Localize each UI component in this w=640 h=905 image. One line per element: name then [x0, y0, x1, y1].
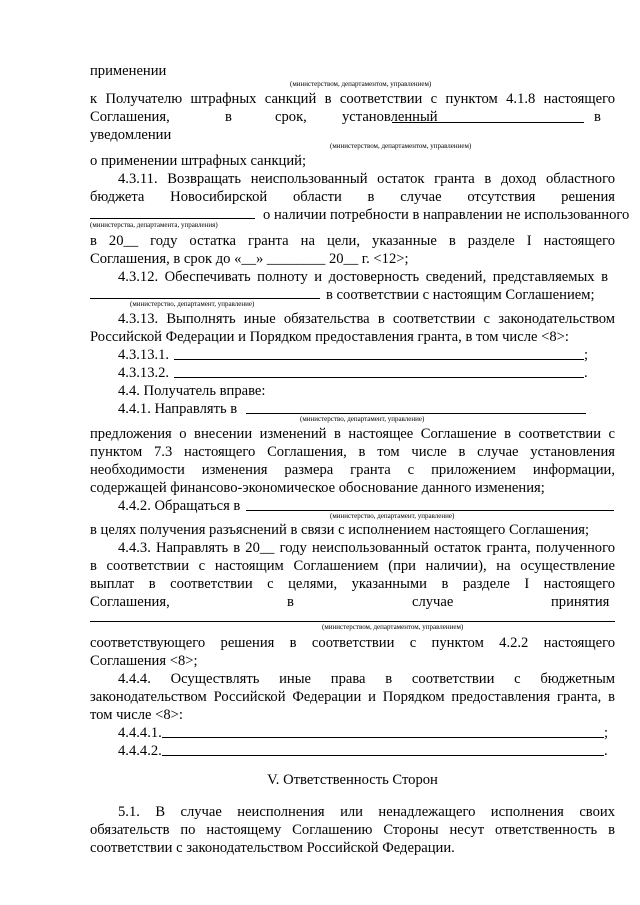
text-line: о наличии потребности в направлении не использованного [263, 207, 630, 223]
blank-line[interactable] [174, 377, 584, 378]
text-line: обязательств по настоящему Соглашению Стороны несут ответственность в [90, 822, 615, 838]
text-line: 4.3.13. Выполнять иные обязательства в соответствии с законодательством [118, 311, 615, 327]
text-line: Соглашения, в срок до «__» ________ 20__ г. <12>; [90, 251, 409, 267]
text-line: 4.3.13.2. [118, 365, 170, 381]
text-line: о применении штрафных санкций; [90, 153, 307, 169]
blank-line[interactable] [246, 510, 614, 511]
text-line: 4.4.2. Обращаться в [118, 498, 241, 514]
text-line: необходимости изменения размера гранта с приложением информации, [90, 462, 615, 478]
text-line: бюджета Новосибирской области в случае отсутствия решения [90, 189, 615, 205]
text-line: ; [584, 347, 589, 363]
blank-line[interactable] [246, 413, 586, 414]
text-line: . [604, 743, 608, 759]
text-line: уведомлении [90, 127, 172, 143]
text-line: содержащей финансово-экономическое обоснование данного изменения; [90, 480, 545, 496]
blank-line[interactable] [174, 359, 584, 360]
text-line: 4.3.12. Обеспечивать полноту и достоверность сведений, представляемых в [118, 269, 608, 285]
text-word: случае [412, 594, 454, 610]
blank-line[interactable] [162, 737, 604, 738]
text-line: 4.4.4.2. [118, 743, 162, 759]
text-line: к Получателю штрафных санкций в соответствии с пунктом 4.1.8 настоящего [90, 91, 615, 107]
field-note: (министерством, департаментом, управлением) [330, 142, 472, 150]
text-line: 4.3.11. Возвращать неиспользованный остаток гранта в доход областного [118, 171, 615, 187]
text-line: Российской Федерации и Порядком предоставления гранта, в том числе <8>: [90, 329, 569, 345]
blank-line[interactable] [162, 755, 604, 756]
text-line: в соответствии с настоящим Соглашением (при наличии), на осуществление [90, 558, 615, 574]
section-heading: V. Ответственность Сторон [267, 772, 438, 788]
text-line: 4.4. Получатель вправе: [118, 383, 266, 399]
text-line: в соответствии с настоящим Соглашением; [326, 287, 595, 303]
field-note: (министерством, департаментом, управлением) [290, 80, 432, 88]
blank-line[interactable] [90, 621, 615, 622]
text-line: Соглашения <8>; [90, 653, 198, 669]
text-line: 4.4.3. Направлять в 20__ году неиспользованный остаток гранта, полученного [118, 540, 615, 556]
text-word: в [225, 109, 232, 125]
text-word: срок, [275, 109, 307, 125]
text-line: соответствующего решения в соответствии с пунктом 4.2.2 настоящего [90, 635, 615, 651]
text-line: ; [604, 725, 609, 741]
text-word: Соглашения, [90, 109, 170, 125]
text-word: принятия [551, 594, 610, 610]
text-line: . [584, 365, 588, 381]
text-line: в 20__ году остатка гранта на цели, указанные в разделе I настоящего [90, 233, 615, 249]
text-line: 4.4.4. Осуществлять иные права в соответствии с бюджетным [118, 671, 615, 687]
blank-line[interactable] [90, 298, 320, 299]
text-word: в [287, 594, 294, 610]
text-line: 5.1. В случае неисполнения или ненадлежащего исполнения своих [118, 804, 615, 820]
text-line: законодательством Российской Федерации и Порядком предоставления гранта, в [90, 689, 615, 705]
field-note: (министерством, департаментом, управлением) [322, 623, 464, 631]
text-word: установленный [342, 109, 438, 125]
field-note: (министерство, департамент, управление) [300, 415, 425, 423]
text-line: пунктом 7.3 настоящего Соглашения, в том числе в случае установления [90, 444, 615, 460]
text-line: применении [90, 63, 167, 79]
text-line: соответствии с законодательством Российской Федерации. [90, 840, 455, 856]
blank-line[interactable] [90, 218, 255, 219]
text-line: в целях получения разъяснений в связи с исполнением настоящего Соглашения; [90, 522, 590, 538]
field-note: (министерство, департамент, управление) [330, 512, 455, 520]
field-note: (министерства, департамента, управления) [90, 221, 218, 229]
text-line: выплат в соответствии с целями, указанными в разделе I настоящего [90, 576, 615, 592]
text-word: в [594, 109, 601, 125]
blank-line[interactable] [392, 122, 584, 123]
text-line: 4.3.13.1. [118, 347, 170, 363]
text-line: 4.4.4.1. [118, 725, 162, 741]
text-line: предложения о внесении изменений в настоящее Соглашение в соответствии с [90, 426, 615, 442]
field-note: (министерство, департамент, управление) [130, 300, 255, 308]
text-line: 4.4.1. Направлять в [118, 401, 238, 417]
text-line: том числе <8>: [90, 707, 183, 723]
text-word: Соглашения, [90, 594, 170, 610]
